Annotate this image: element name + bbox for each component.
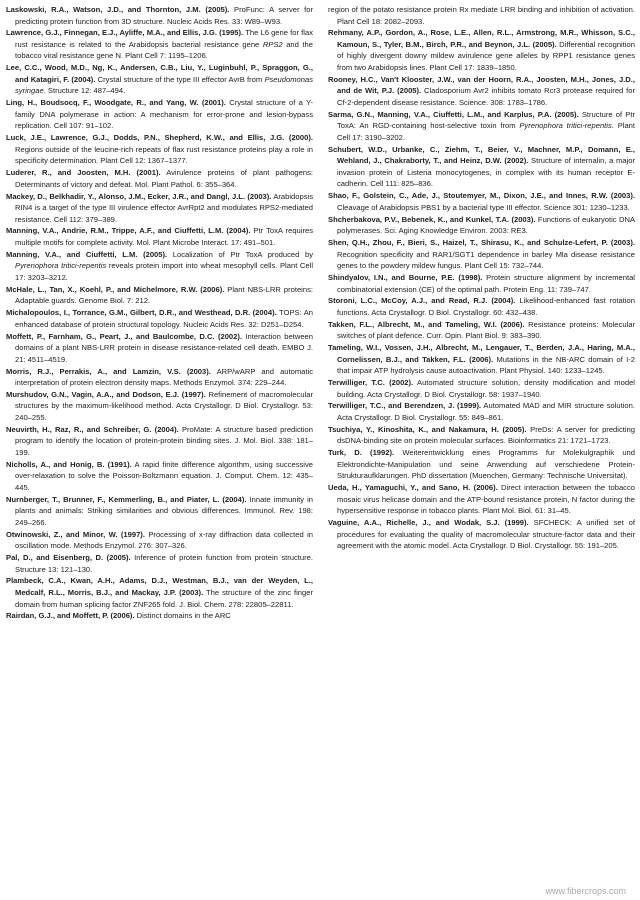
reference-text: reveals protein import into wheat mesophyll cells. Plant Cell 17: 3203–3212. [15,261,314,282]
reference-entry [6,424,313,459]
reference-entry [6,529,313,552]
reference-authors: Takken, F.L., Albrecht, M., and Tameling, W.I. (2006). [328,319,525,329]
reference-authors: Laskowski, R.A., Watson, J.D., and Thornton, J.M. (2005). [6,5,230,14]
reference-text: SFCHECK: A unified set of procedures for evaluating the quality of macromolecular structure-factor data and their agreement with the atomic model. Acta Crystallogr. D Biol. Crystallogr. 55: 191–205. [337,518,635,551]
reference-text: Recognition specificity and RAR1/SGT1 dependence in barley Mla disease resistance genes to the powdery mildew fungus. Plant Cell 15: 732–744. [337,249,635,271]
reference-entry [6,249,313,284]
reference-authors: Luck, J.E., Lawrence, G.J., Dodds, P.N., Shepherd, K.W., and Ellis, J.G. (2000). [6,133,313,143]
reference-entry [6,27,313,62]
reference-entry [6,191,313,226]
reference-text: . Plant Cell 17: 3190–3202. [337,121,635,142]
reference-entry [328,342,635,377]
reference-entry [6,459,313,494]
reference-text: Cleavage of Arabidopsis PBS1 by a bacterial type III effector. Science 301: 1230–1233. [337,202,630,212]
reference-authors: Ling, H., Boudsocq, F., Woodgate, R., and Yang, W. (2001). [6,98,226,108]
reference-authors: Terwilliger, T.C., and Berendzen, J. (1999). [328,401,482,411]
reference-text: region of the potato resistance protein Rx mediate LRR binding and inhibition of activation. Plant Cell 18: 2082–2093. [328,5,635,26]
reference-text: Weiterentwicklung eines Programms fur Molekulgraphik und Elektrondichte-Manipulation und seine Anwendung auf verschiedene Protein-Strukturaufklarungen. PhD dissertation (Muenchen, Germany: Technische Universitat). [337,448,635,481]
reference-text: ProMate: A structure based prediction program to identify the location of protein-protein binding sites. J. Mol. Biol. 338: 181–199. [15,424,313,457]
reference-authors: Murshudov, G.N., Vagin, A.A., and Dodson, E.J. (1997). [6,389,206,399]
reference-text: ARP/wARP and automatic interpretation of protein electron density maps. Methods Enzymol. 374: 229–244. [15,366,313,388]
reference-text: Structure of internalin, a major invasion protein of Listeria monocytogenes, in complex with its human receptor E-cadherin. Cell 111: 825–836. [337,156,635,189]
reference-text: Cladosporium Avr2 inhibits tomato Rcr3 protease required for Cf-2-dependent disease resistance. Science. 308: 1783–1786. [337,86,635,107]
reference-authors: Storoni, L.C., McCoy, A.J., and Read, R.J. (2004). [328,296,516,306]
reference-authors: Shcherbakova, P.V., Bebenek, K., and Kunkel, T.A. (2003). [328,214,536,224]
reference-authors: Shen, Q.H., Zhou, F., Bieri, S., Haizel, T., Shirasu, K., and Schulze-Lefert, P. (2003). [328,238,635,248]
reference-authors: Moffett, P., Farnham, G., Peart, J., and Baulcombe, D.C. (2002). [6,331,243,341]
reference-entry [6,284,313,307]
reference-authors: Manning, V.A., and Ciuffetti, L.M. (2005). [6,249,168,259]
reference-authors: Lee, C.C., Wood, M.D., Ng, K., Andersen, C.B., Liu, Y., Luginbuhl, P., Spraggon, G., and Katagiri, F. (2004). [6,63,313,84]
reference-authors: Pal, D., and Eisenberg, D. (2005). [6,553,131,563]
reference-entry [328,214,635,237]
reference-entry [328,74,635,109]
reference-text: Protein structure alignment by incremental combinatorial extension (CE) of the optimal path. Protein Eng. 11: 739–747. [337,272,635,294]
reference-entry [328,377,635,400]
reference-entry [6,366,313,389]
reference-text: The L6 gene for flax rust resistance is related to the Arabidopsis bacterial resistance gene [15,28,313,49]
reference-text: Innate immunity in plants and animals: Striking similarities and obvious differences. Immunol. Rev. 198: 249–266. [15,494,313,527]
reference-text: Automated MAD and MIR structure solution. Acta Crystallogr. D Biol. Crystallogr. 55: 849–861. [337,401,635,422]
reference-entry [6,552,313,575]
reference-text: Mutations in the NB-ARC domain of I-2 that impair ATP hydrolysis cause autoactivation. Plant Physiol. 140: 1233–1245. [337,354,635,376]
reference-authors: Turk, D. (1992). [328,448,395,458]
reference-entry [328,447,635,482]
reference-text: Ptr ToxA requires multiple motifs for complete activity. Mol. Plant Microbe Interact. 17: 491–501. [15,226,313,248]
reference-authors: McHale, L., Tan, X., Koehl, P., and Michelmore, R.W. (2006). [6,284,225,294]
references-column-right [328,4,635,552]
reference-entry [6,97,313,132]
reference-entry [328,424,635,447]
reference-authors: Tameling, W.I., Vossen, J.H., Albrecht, M., Lengauer, T., Berden, J.A., Haring, M.A., Cornelissen, B.J., and Takken, F.L. (2006). [328,343,635,364]
reference-text: Distinct domains in the ARC [134,611,231,621]
reference-entry [6,307,313,330]
reference-text: Automated structure solution, density modification and model building. Acta Crystallogr. D Biol. Crystallogr. 58: 1937–1940. [337,378,635,399]
reference-authors: Schubert, W.D., Urbanke, C., Ziehm, T., Beier, V., Machner, M.P., Domann, E., Wehland, J., Chakraborty, T., and Heinz, D.W. (2002). [328,144,635,166]
reference-entry [6,62,313,97]
reference-text: Likelihood-enhanced fast rotation functions. Acta Crystallogr. D Biol. Crystallogr. 60: 432–438. [337,296,635,317]
reference-text: Processing of x-ray diffraction data collected in oscillation mode. Methods Enzymol. 276: 307–326. [15,529,313,551]
reference-text: Plant NBS-LRR proteins: Adaptable guards. Genome Biol. 7: 212. [15,284,313,306]
reference-text: and the tobacco viral resistance gene N. Plant Cell 7: 1195–1206. [15,39,313,61]
reference-authors: Tsuchiya, Y., Kinoshita, K., and Nakamura, H. (2005). [328,424,527,434]
reference-entry [6,225,313,248]
reference-text: Resistance proteins: Molecular switches of plant defence. Curr. Opin. Plant Biol. 9: 383–390. [337,319,635,341]
reference-authors: Sarma, G.N., Manning, V.A., Ciuffetti, L.M., and Karplus, P.A. (2005). [328,109,579,119]
reference-entry [328,4,635,27]
reference-entry [328,109,635,144]
reference-authors: Ueda, H., Yamaguchi, Y., and Sano, H. (2006). [328,483,498,493]
reference-text: Direct interaction between the tobacco mosaic virus helicase domain and the ATP-bound resistance protein, N factor during the hypersensitive response in tobacco plants. Plant Mol. Biol. 61: 31–45. [337,483,635,516]
reference-authors: Vaguine, A.A., Richelle, J., and Wodak, S.J. (1999). [328,518,529,528]
reference-authors: Shindyalov, I.N., and Bourne, P.E. (1998). [328,272,483,282]
reference-italic-text: Pyrenophora tritici-repentis [519,121,612,131]
reference-text: Localization of Ptr ToxA produced by [167,249,314,259]
reference-authors: Morris, R.J., Perrakis, A., and Lamzin, V.S. (2003). [6,366,211,376]
reference-text: . Structure 12: 487–494. [43,86,126,96]
references-column-left [6,4,313,622]
reference-text: Differential recognition of highly divergent downy mildew avirulence gene alleles by RPP1 resistance genes from two Arabidopsis lines. Plant Cell 17: 1839–1850. [337,39,635,73]
reference-text: Crystal structure of the type III effector AvrB from [95,74,265,84]
reference-authors: Plambeck, C.A., Kwan, A.H., Adams, D.J., Westman, B.J., van der Weyden, L., Medcalf, R.L., Morris, B.J., and Mackay, J.P. (2003). [6,576,313,597]
reference-text: Functions of eukaryotic DNA polymerases. Sci. Aging Knowledge Environ. 2003: RE3. [337,214,636,236]
reference-entry [6,167,313,190]
reference-authors: Rehmany, A.P., Gordon, A., Rose, L.E., Allen, R.L., Armstrong, M.R., Whisson, S.C., Kamoun, S., Tyler, B.M., Birch, P.R., and Beynon, J.L. (2005). [328,28,635,49]
reference-authors: Shao, F., Golstein, C., Ade, J., Stoutemyer, M., Dixon, J.E., and Innes, R.W. (2003). [328,191,635,201]
reference-text: Refinement of macromolecular structures by the maximum-likelihood method. Acta Crystallogr. D Biol. Crystallogr. 53: 240–255. [15,389,314,422]
reference-text: Arabidopsis RIN4 is a target of the type III virulence effector AvrRpt2 and modulates RPS2-mediated resistance. Cell 112: 379–389. [15,191,314,224]
reference-entry [6,389,313,424]
reference-authors: Nurnberger, T., Brunner, F., Kemmerling, B., and Piater, L. (2004). [6,494,247,504]
reference-italic-text: Pyrenophora tritici-repentis [15,261,107,271]
reference-entry [328,237,635,272]
reference-authors: Neuvirth, H., Raz, R., and Schreiber, G. (2004). [6,424,179,434]
reference-entry [328,272,635,295]
reference-entry [328,190,635,213]
reference-entry [328,517,635,552]
reference-authors: Rooney, H.C., Van't Klooster, J.W., van der Hoorn, R.A., Joosten, M.H., Jones, J.D., and de Wit, P.J. (2005). [328,74,635,96]
reference-entry [6,610,313,622]
reference-text: PreDs: A server for predicting dsDNA-binding site on protein molecular surfaces. Bioinformatics 21: 1721–1723. [337,424,635,446]
reference-authors: Nicholls, A., and Honig, B. (1991). [6,459,132,469]
reference-text: A rapid finite difference algorithm, using successive over-relaxation to solve the Poisson-Boltzmann equation. J. Comput. Chem. 12: 435–445. [15,459,313,492]
reference-text: Regions outside of the leucine-rich repeats of flax rust resistance proteins play a role in specificity determination. Plant Cell 12: 1367–1377. [15,144,313,166]
reference-text: Inference of protein function from protein structure. Structure 13: 121–130. [15,553,313,574]
reference-text: Crystal structure of a Y-family DNA polymerase in action: A mechanism for error-prone and lesion-bypass replication. Cell 107: 91–102. [15,98,313,131]
reference-text: TOPS: An enhanced database of protein structural topology. Nucleic Acids Res. 32: D251–D254. [15,308,313,329]
reference-italic-text: RPS2 [262,39,283,49]
reference-text: Structure of Ptr ToxA: An RGD-containing host-selective toxin from [337,109,635,131]
reference-entry [328,295,635,318]
reference-text: The structure of the zinc finger domain from human splicing factor ZNF265 fold. J. Biol. Chem. 278: 22805–22811. [15,587,313,609]
reference-entry [328,482,635,517]
reference-authors: Luderer, R., and Joosten, M.H. (2001). [6,168,161,178]
reference-authors: Rairdan, G.J., and Moffett, P. (2006). [6,611,135,621]
reference-text: Interaction between domains of a plant NBS-LRR protein in disease resistance-related cell death. EMBO J. 21: 4511–4519. [15,331,313,364]
reference-entry [328,319,635,342]
reference-entry [6,4,313,27]
reference-entry [328,144,635,190]
reference-authors: Terwilliger, T.C. (2002). [328,378,414,388]
reference-text: Avirulence proteins of plant pathogens: Determinants of victory and defeat. Mol. Plant Pathol. 6: 355–364. [15,168,313,189]
reference-authors: Michalopoulos, I., Torrance, G.M., Gilbert, D.R., and Westhead, D.R. (2004). [6,308,277,318]
reference-entry [6,575,313,610]
reference-entry [328,27,635,73]
reference-text: ProFunc: A server for predicting protein function from 3D structure. Nucleic Acids Res. 33: W89–W93. [15,5,313,26]
reference-entry [328,400,635,423]
reference-authors: Manning, V.A., Andrie, R.M., Trippe, A.F., and Ciuffetti, L.M. (2004). [6,226,251,236]
reference-entry [6,132,313,167]
reference-authors: Otwinowski, Z., and Minor, W. (1997). [6,529,145,539]
reference-italic-text: Pseudomonas syringae [15,74,313,96]
reference-entry [6,494,313,529]
reference-entry [6,331,313,366]
watermark: www.fibercrops.com [545,886,626,896]
reference-authors: Mackey, D., Belkhadir, Y., Alonso, J.M., Ecker, J.R., and Dangl, J.L. (2003). [6,191,272,201]
reference-authors: Lawrence, G.J., Finnegan, E.J., Ayliffe, M.A., and Ellis, J.G. (1995). [6,28,244,38]
